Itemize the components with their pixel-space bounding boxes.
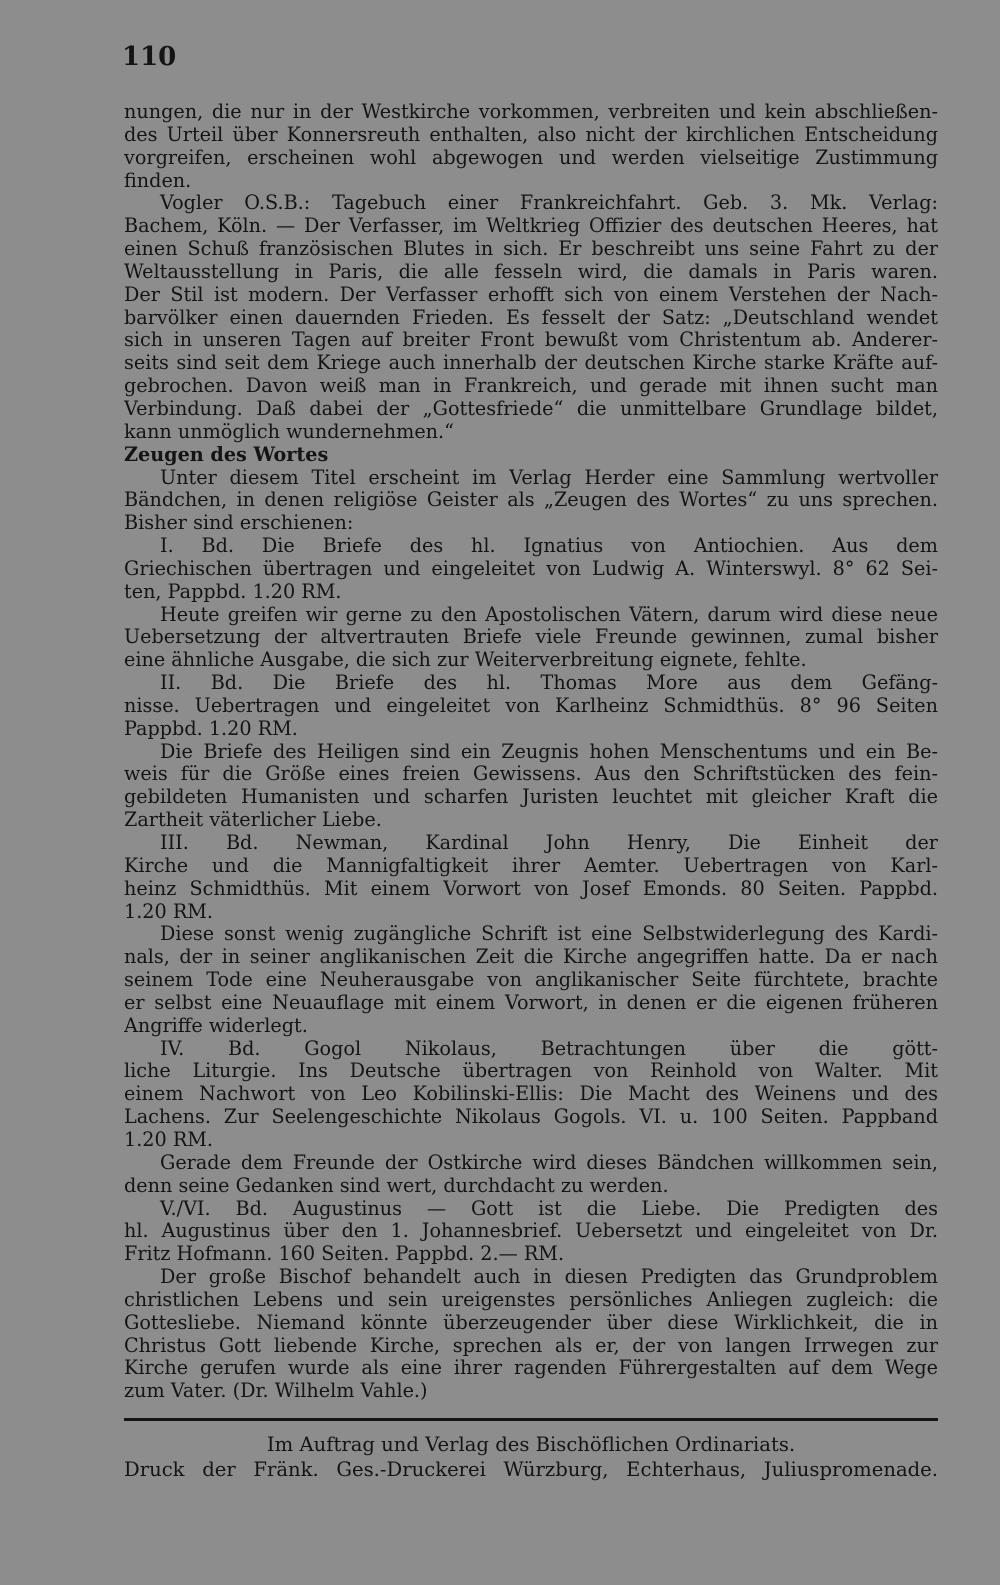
text-line: des Urteil über Konnersreuth enthalten, also nicht der kirchlichen Entscheidung (124, 123, 938, 146)
text-line: zum Vater. (Dr. Wilhelm Vahle.) (124, 1380, 428, 1403)
text-line: einen Schuß französischen Blutes in sich. Er beschreibt uns seine Fahrt zu der (124, 238, 938, 261)
text-line: seits sind seit dem Kriege auch innerhalb der deutschen Kirche starke Kräfte auf- (124, 352, 938, 375)
text-line: weis für die Größe eines freien Gewissens. Aus den Schriftstücken des fein- (124, 763, 938, 786)
text-line: Unter diesem Titel erscheint im Verlag Herder eine Sammlung wertvoller (160, 466, 938, 489)
text-line: Kirche gerufen wurde als eine ihrer ragenden Führergestalten auf dem Wege (124, 1357, 938, 1380)
text-line: Kirche und die Mannigfaltigkeit ihrer Aemter. Uebertragen von Karl- (124, 854, 938, 877)
text-line: Bändchen, in denen religiöse Geister als „Zeugen des Wortes“ zu uns sprechen. (124, 489, 938, 512)
page-number: 110 (122, 42, 177, 72)
text-line: 1.20 RM. (124, 900, 214, 923)
text-line: Gerade dem Freunde der Ostkirche wird dieses Bändchen willkommen sein, (160, 1151, 938, 1174)
text-line: Griechischen übertragen und eingeleitet von Ludwig A. Winterswyl. 8° 62 Sei- (124, 557, 938, 580)
text-line: Lachens. Zur Seelengeschichte Nikolaus Gogols. VI. u. 100 Seiten. Pappband (124, 1106, 938, 1129)
imprint (124, 1432, 938, 1482)
text-line: sich in unseren Tagen auf breiter Front bewußt vom Christentum ab. Anderer- (124, 329, 938, 352)
text-line: heinz Schmidthüs. Mit einem Vorwort von Josef Emonds. 80 Seiten. Pappbd. (124, 877, 938, 900)
text-line: Bisher sind erschienen: (124, 512, 354, 535)
text-line: ten, Pappbd. 1.20 RM. (124, 580, 342, 603)
section-heading: Zeugen des Wortes (124, 443, 329, 466)
text-line: nals, der in seiner anglikanischen Zeit die Kirche angegriffen hatte. Da er nach (124, 946, 938, 969)
text-line: Diese sonst wenig zugängliche Schrift ist eine Selbstwiderlegung des Kardi- (160, 923, 938, 946)
text-line: Angriffe widerlegt. (124, 1014, 308, 1037)
text-line: Verbindung. Daß dabei der „Gottesfriede“ die unmittelbare Grundlage bildet, (124, 397, 938, 420)
text-line: Weltausstellung in Paris, die alle fesseln wird, die damals in Paris waren. (124, 260, 938, 283)
text-line: einem Nachwort von Leo Kobilinski-Ellis: Die Macht des Weinens und des (124, 1083, 938, 1106)
body-text (124, 101, 938, 1403)
text-line: nisse. Uebertragen und eingeleitet von Karlheinz Schmidthüs. 8° 96 Seiten (124, 694, 938, 717)
text-line: Der große Bischof behandelt auch in diesen Predigten das Grundproblem (160, 1266, 938, 1289)
text-line: liche Liturgie. Ins Deutsche übertragen von Reinhold von Walter. Mit (124, 1060, 938, 1083)
text-line: Heute greifen wir gerne zu den Apostolischen Vätern, darum wird diese neue (160, 603, 938, 626)
text-line: Der Stil ist modern. Der Verfasser erhofft sich von einem Verstehen der Nach- (124, 283, 938, 306)
text-line: Zartheit väterlicher Liebe. (124, 809, 382, 832)
text-line: denn seine Gedanken sind wert, durchdacht zu werden. (124, 1174, 669, 1197)
imprint-publisher: Im Auftrag und Verlag des Bischöflichen Ordinariats. (266, 1433, 796, 1456)
text-line: Bachem, Köln. — Der Verfasser, im Weltkrieg Offizier des deutschen Heeres, hat (124, 215, 938, 238)
text-line: II. Bd. Die Briefe des hl. Thomas More aus dem Gefäng- (160, 672, 938, 695)
footer-divider (124, 1418, 938, 1421)
text-line: vorgreifen, erscheinen wohl abgewogen und werden vielseitige Zustimmung (124, 146, 938, 169)
text-line: III. Bd. Newman, Kardinal John Henry, Die Einheit der (160, 832, 938, 854)
imprint-printer: Druck der Fränk. Ges.-Druckerei Würzburg, Echterhaus, Juliuspromenade. (124, 1458, 938, 1481)
text-line: Fritz Hofmann. 160 Seiten. Pappbd. 2.— RM. (124, 1243, 565, 1266)
text-line: eine ähnliche Ausgabe, die sich zur Weiterverbreitung eignete, fehlte. (124, 649, 807, 672)
text-line: nungen, die nur in der Westkirche vorkommen, verbreiten und kein abschließen- (124, 101, 938, 123)
text-line: Christus Gott liebende Kirche, sprechen als er, der von langen Irrwegen zur (124, 1334, 938, 1357)
text-line: finden. (124, 169, 192, 192)
text-line: 1.20 RM. (124, 1128, 214, 1151)
text-line: hl. Augustinus über den 1. Johannesbrief. Uebersetzt und eingeleitet von Dr. (124, 1220, 938, 1243)
text-line: gebildeten Humanisten und scharfen Juristen leuchtet mit gleicher Kraft die (124, 786, 938, 809)
text-line: I. Bd. Die Briefe des hl. Ignatius von Antiochien. Aus dem (160, 535, 938, 558)
text-line: barvölker einen dauernden Frieden. Es fesselt der Satz: „Deutschland wendet (124, 306, 938, 329)
text-line: Die Briefe des Heiligen sind ein Zeugnis hohen Menschentums und ein Be- (160, 740, 938, 763)
text-line: er selbst eine Neuauflage mit einem Vorwort, in denen er die eigenen früheren (124, 991, 938, 1014)
text-line: christlichen Lebens und sein ureigenstes persönliches Anliegen zugleich: die (124, 1288, 938, 1311)
text-line: gebrochen. Davon weiß man in Frankreich, und gerade mit ihnen sucht man (124, 375, 938, 398)
text-line: Gottesliebe. Niemand könnte überzeugender über diese Wirklichkeit, die in (124, 1311, 938, 1334)
text-line: V./VI. Bd. Augustinus — Gott ist die Liebe. Die Predigten des (160, 1197, 938, 1220)
text-line: kann unmöglich wundernehmen.“ (124, 420, 454, 443)
text-line: Uebersetzung der altvertrauten Briefe viele Freunde gewinnen, zumal bisher (124, 626, 938, 649)
text-line: Vogler O.S.B.: Tagebuch einer Frankreichfahrt. Geb. 3. Mk. Verlag: (160, 192, 938, 215)
text-line: Pappbd. 1.20 RM. (124, 717, 298, 740)
text-line: IV. Bd. Gogol Nikolaus, Betrachtungen über die gött- (160, 1037, 938, 1060)
text-line: seinem Tode eine Neuherausgabe von anglikanischer Seite fürchtete, brachte (124, 969, 938, 992)
